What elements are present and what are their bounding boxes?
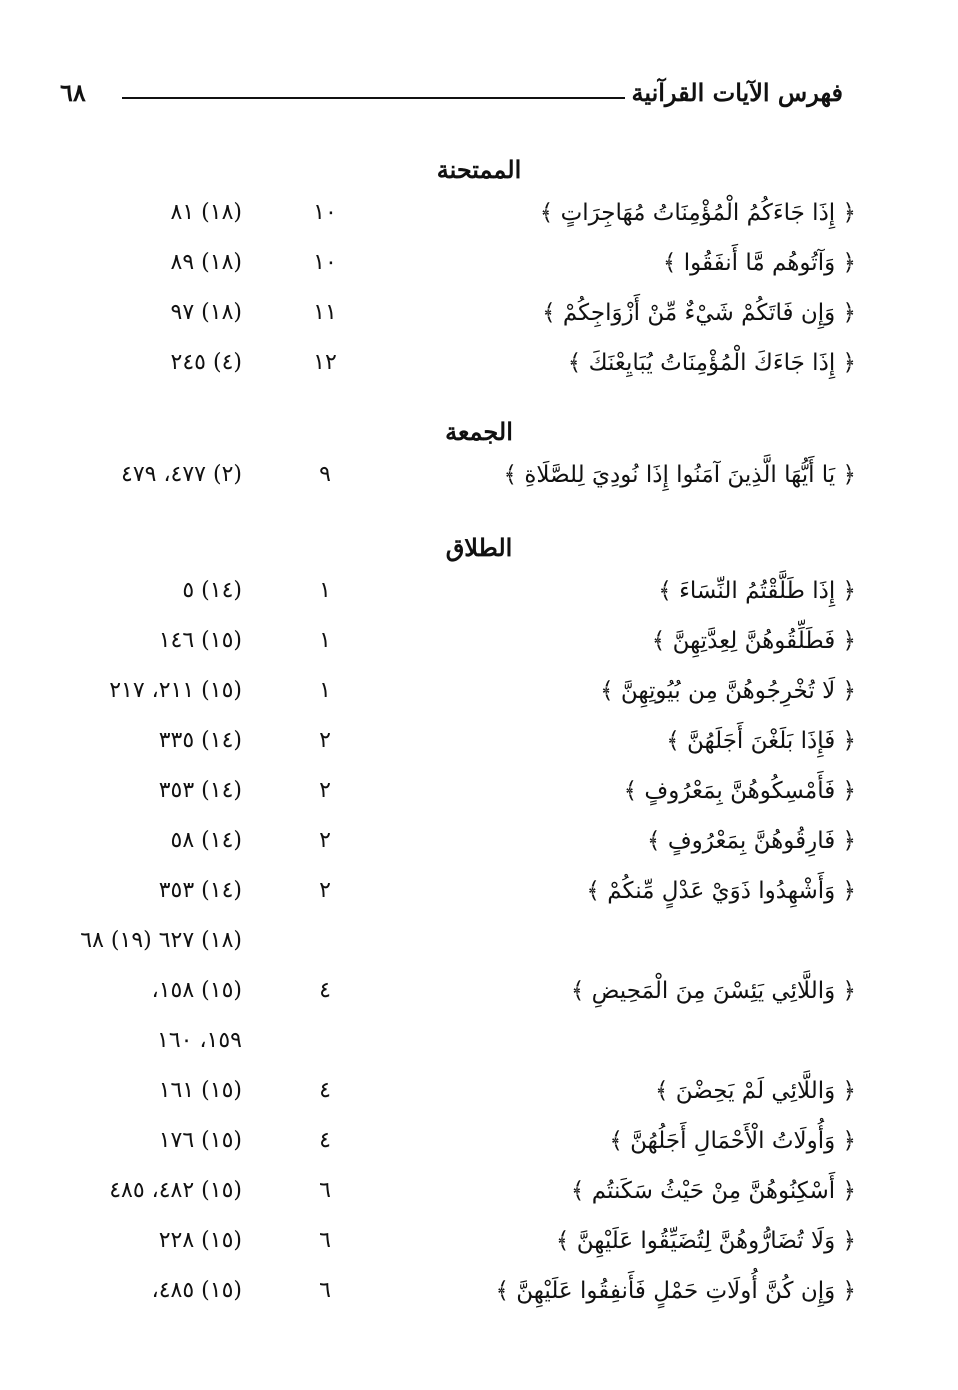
index-row	[0, 778, 958, 818]
index-row	[0, 200, 958, 240]
ayah-number: ٩	[319, 462, 331, 487]
verse-text: ﴿ وَاللَّائِي لَمْ يَحِضْنَ ﴾	[654, 1078, 856, 1104]
ayah-number: ٢	[319, 828, 331, 853]
index-row	[0, 1128, 958, 1168]
index-row	[0, 250, 958, 290]
ayah-number: ٢	[319, 878, 331, 903]
index-row	[0, 350, 958, 390]
verse-text: ﴿ يَا أَيُّهَا الَّذِينَ آمَنُوا إِذَا نُودِيَ لِلصَّلَاةِ ﴾	[503, 462, 856, 488]
index-row	[0, 728, 958, 768]
section-heading: الطلاق	[445, 533, 513, 562]
page-reference: ١٥٩، ١٦٠	[157, 1028, 242, 1053]
ayah-number: ٤	[319, 1128, 331, 1153]
page-reference: (١٥) ١٧٦	[158, 1128, 242, 1153]
verse-text: ﴿ أَسْكِنُوهُنَّ مِنْ حَيْثُ سَكَنتُم ﴾	[570, 1178, 856, 1204]
page-reference: (٢) ٤٧٧، ٤٧٩	[121, 462, 242, 487]
index-row	[0, 1228, 958, 1268]
page-reference: (١٨) ٨٩	[170, 250, 242, 275]
page-reference: (١٨) ٨١	[170, 200, 242, 225]
page-reference: (١٥) ١٥٨،	[151, 978, 242, 1003]
verse-text: ﴿ لَا تُخْرِجُوهُنَّ مِن بُيُوتِهِنَّ ﴾	[600, 678, 856, 704]
ayah-number: ٦	[319, 1228, 331, 1253]
ayah-number: ١١	[313, 300, 337, 325]
ayah-number: ١	[319, 678, 331, 703]
verse-text: ﴿ وَإِن فَاتَكُمْ شَيْءٌ مِّنْ أَزْوَاجِكُمْ ﴾	[542, 300, 856, 326]
page-reference: (١٤) ٥٨	[170, 828, 242, 853]
header-rule	[122, 97, 625, 99]
index-row	[0, 928, 958, 968]
verse-text: ﴿ إِذَا جَاءَكُمُ الْمُؤْمِنَاتُ مُهَاجِرَاتٍ ﴾	[539, 200, 856, 226]
ayah-number: ١٢	[313, 350, 337, 375]
verse-text: ﴿ وَأُولَاتُ الْأَحْمَالِ أَجَلُهُنَّ ﴾	[609, 1128, 856, 1154]
ayah-number: ٤	[319, 1078, 331, 1103]
index-row	[0, 978, 958, 1018]
page-reference: (١٥) ٢١١، ٢١٧	[109, 678, 242, 703]
page-reference: (١٤) ٥	[182, 578, 242, 603]
ayah-number: ١	[319, 578, 331, 603]
ayah-number: ٢	[319, 728, 331, 753]
index-row	[0, 1178, 958, 1218]
index-row	[0, 628, 958, 668]
page-reference: (١٥) ٢٢٨	[158, 1228, 242, 1253]
ayah-number: ٦	[319, 1278, 331, 1303]
page-number: ٦٨	[60, 78, 86, 107]
verse-text: ﴿ إِذَا طَلَّقْتُمُ النِّسَاءَ ﴾	[658, 578, 856, 604]
ayah-number: ١٠	[313, 200, 337, 225]
index-row	[0, 462, 958, 502]
verse-text: ﴿ فَطَلِّقُوهُنَّ لِعِدَّتِهِنَّ ﴾	[651, 628, 856, 654]
verse-text: ﴿ وَآتُوهُم مَّا أَنفَقُوا ﴾	[662, 250, 856, 276]
verse-text: ﴿ فَأَمْسِكُوهُنَّ بِمَعْرُوفٍ ﴾	[623, 778, 856, 804]
ayah-number: ٢	[319, 778, 331, 803]
section-heading: الجمعة	[445, 417, 513, 446]
verse-text: ﴿ فَارِقُوهُنَّ بِمَعْرُوفٍ ﴾	[647, 828, 856, 854]
verse-text: ﴿ وَلَا تُضَارُّوهُنَّ لِتُضَيِّقُوا عَلَيْهِنَّ ﴾	[555, 1228, 856, 1254]
running-title: فهرس الآيات القرآنية	[631, 78, 843, 107]
ayah-number: ٦	[319, 1178, 331, 1203]
verse-text: ﴿ إِذَا جَاءَكَ الْمُؤْمِنَاتُ يُبَايِعْنَكَ ﴾	[567, 350, 856, 376]
index-row	[0, 300, 958, 340]
index-row	[0, 1278, 958, 1318]
index-row	[0, 678, 958, 718]
page-reference: (١٤) ٣٥٣	[158, 778, 242, 803]
verse-text: ﴿ وَأَشْهِدُوا ذَوَيْ عَدْلٍ مِّنكُمْ ﴾	[586, 878, 856, 904]
page-reference: (١٥) ٤٨٢، ٤٨٥	[109, 1178, 242, 1203]
ayah-number: ٤	[319, 978, 331, 1003]
page-reference: (١٥) ٤٨٥،	[151, 1278, 242, 1303]
verse-text: ﴿ وَاللَّائِي يَئِسْنَ مِنَ الْمَحِيضِ ﴾	[570, 978, 856, 1004]
page-reference: (١٥) ١٦١	[158, 1078, 242, 1103]
page-reference: (١٥) ١٤٦	[158, 628, 242, 653]
verse-text: ﴿ وَإِن كُنَّ أُولَاتِ حَمْلٍ فَأَنفِقُوا عَلَيْهِنَّ ﴾	[495, 1278, 856, 1304]
section-heading: الممتحنة	[436, 155, 522, 184]
page-reference: (١٤) ٣٥٣	[158, 878, 242, 903]
ayah-number: ١	[319, 628, 331, 653]
index-row	[0, 578, 958, 618]
page-header	[60, 78, 843, 118]
index-row	[0, 1028, 958, 1068]
verse-text: ﴿ فَإِذَا بَلَغْنَ أَجَلَهُنَّ ﴾	[666, 728, 856, 754]
page-reference: (١٨) ٩٧	[170, 300, 242, 325]
index-row	[0, 878, 958, 918]
index-row	[0, 828, 958, 868]
ayah-number: ١٠	[313, 250, 337, 275]
page-reference: (١٨) ٦٢٧ (١٩) ٦٨	[80, 928, 242, 953]
page-reference: (١٤) ٣٣٥	[158, 728, 242, 753]
page-reference: (٤) ٢٤٥	[170, 350, 242, 375]
index-row	[0, 1078, 958, 1118]
